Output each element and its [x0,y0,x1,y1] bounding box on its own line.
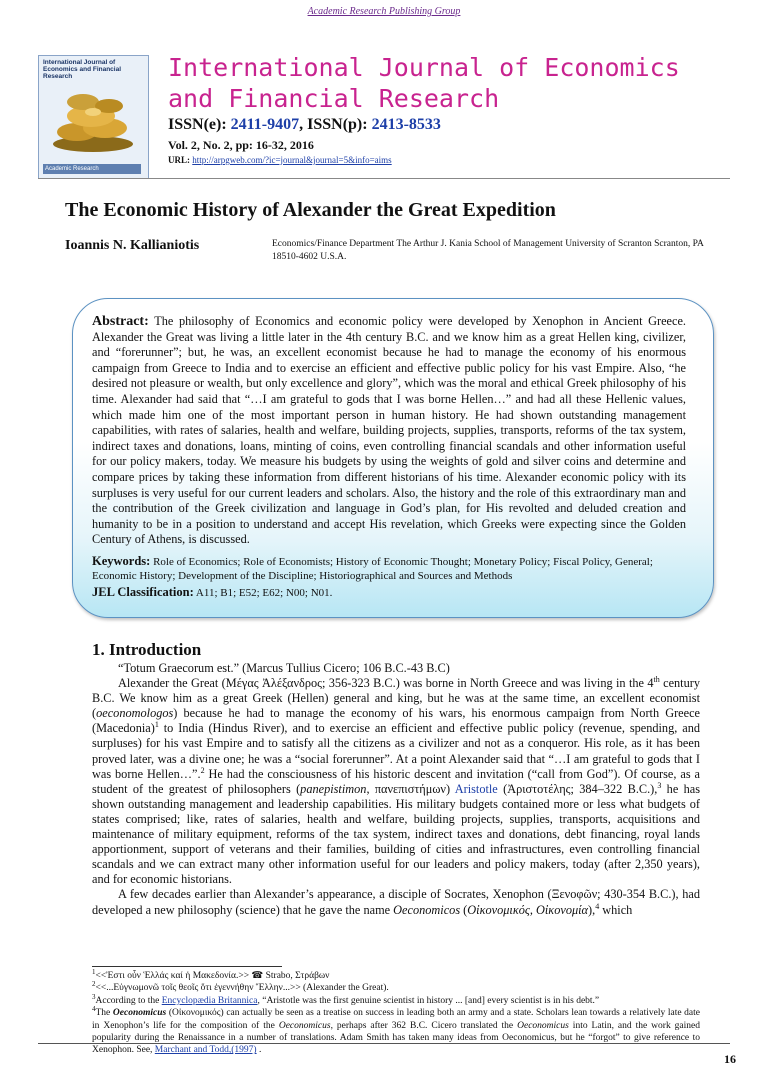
issn-p-value: 2413-8533 [371,116,441,133]
author-name: Ioannis N. Kallianiotis [65,238,200,253]
publisher-link[interactable]: Academic Research Publishing Group [307,6,461,17]
intro-paragraph-2: A few decades earlier than Alexander’s appearance, a disciple of Socrates, Xenophon (Ξενοφῶν; 430-354 B.C.), had developed a new philosophy (science) that he gave the name Oeconomicos (Οἰκονομικός, Οἰκονομία),$^4$ which [92,887,700,917]
abstract-label: Abstract: [92,314,149,329]
cover-title: International Journal of Economics and Financial Research [43,59,122,80]
footer-divider [38,1043,730,1044]
author-affiliation: Economics/Finance Department The Arthur J. Kania School of Management University of Scranton Scranton, PA 18510-4602 U.S.A. [272,239,704,262]
keywords [92,555,686,583]
footnote-divider [92,966,282,967]
journal-url-line [168,155,392,165]
footnote-1: $^1$<<Ἐστι οὖν Ἑλλάς καί ἡ Μακεδονία.>> ☎ Strabo, Στράβων [92,967,330,981]
abstract-body: The philosophy of Economics and economic policy were developed by Xenophon in Ancient Greece. Alexander the Great was living a little later in the 4th century B.C. and we know him as a great Hellen king, civilizer, and “forerunner”; but, he was, an excellent economist because he had to manage the economy of his enormous campaign from Greece to India and to exercise an efficient and effective public policy for his vast Empire. Also, “he desired not pleasure or wealth, but only excellence and glory”, which was the moral and ethical Greek philosophy of his time. Alexander had said that “…I am grateful to gods that I was borne Hellen…” and had all these Hellenic values, which made him one of the most important person in human history. He had shown outstanding management capabilities, with rates of salaries, health and welfare, building projects, supplies, transports, reforms of the tax system, indirect taxes and donations, loans, minting of coins, even controlling financial scandals and other information useful for our policy makers, today. We measure his budgets by using the weights of gold and silver coins and determine and compare prices by taking these information from different historians of his time. Alexander economic policy with its surpluses is very useful for our current leaders and scholars. Also, the history and the role of this extraordinary man and the contribution of the Greek civilization and language in God’s plan, for His revolted and deluded creation and humanity to be in a position to understand and accept His revelation, which Greeks were expecting since the Golden Century of Athens, is discussed. [92,314,686,547]
paper-title: The Economic History of Alexander the Great Expedition [65,199,556,221]
gold-coins-illustration [47,82,139,154]
keywords-list: Role of Economics; Role of Economists; History of Economic Thought; Monetary Policy; Fiscal Policy, General; Economic History; Development of the Discipline; Historiographical and Sources and Methods [92,556,653,582]
superscript-th: th [653,675,660,684]
marchant-todd-link[interactable]: Marchant and Todd,(1997) [154,1045,257,1056]
introduction-body [92,661,700,918]
cover-publisher-logo: Academic Research [43,164,141,174]
journal-cover-image [38,55,149,179]
issn-e-label: ISSN(e): [168,116,231,133]
keywords-label: Keywords: [92,554,151,568]
issn-e-value: 2411-9407 [230,116,300,133]
footnote-ref-1[interactable]: 1 [154,720,159,730]
volume-info: Vol. 2, No. 2, pp: 16-32, 2016 [168,138,314,152]
aristotle-link[interactable]: Aristotle [454,781,498,796]
jel-codes: A11; B1; E52; E62; N00; N01. [195,587,333,599]
britannica-link[interactable]: Encyclopædia Britannica [161,995,258,1006]
footnote-4: $^4$The Oeconomicus (Οἰκονομικός) can actually be seen as a treatise on success in leading both an army and a state. Scholars lean towards a relatively late date in Xenophon’s life for the composition of the Oeconomicus, perhaps after 362 B.C. Cicero translated the Oeconomicus into Latin, and the work gained popularity during the Renaissance in a number of translations. Adam Smith has taken many ideas from Oeconomicus, but he “forgot” to give reference to Xenophon. See, Marchant and Todd,(1997) . [92,1005,700,1056]
issn-p-label: , ISSN(p): [299,116,372,133]
intro-quote: “Totum Graecorum est.” (Marcus Tullius Cicero; 106 B.C.-43 B.C) [118,661,450,675]
abstract-text [92,314,686,548]
page-number: 16 [724,1052,736,1066]
footnote-ref-2[interactable]: 2 [200,765,205,775]
url-label: URL: [168,155,193,165]
header-divider [38,178,730,179]
journal-url-link[interactable]: http://arpgweb.com/?ic=journal&journal=5&info=aims [192,155,392,165]
footnote-ref-4[interactable]: 4 [595,901,600,911]
issn-line [168,116,441,134]
jel-label: JEL Classification: [92,585,194,599]
footnote-2: $^2$<<...Εὐγνωμονῶ τοῖς θεοῖς ὅτι ἐγεννήθην Ἕλλην...>> (Alexander the Great). [92,980,389,994]
intro-paragraph-1: Alexander the Great (Μέγας Ἀλέξανδρος; 356-323 B.C.) was borne in North Greece and was living in the 4th century B.C. We know him as a great Greek (Hellen) general and king, but he was at the same time, an excellent economist (oeconomologos) because he had to manage the economy of his wars, his enormous campaign from North Greece (Macedonia)$^1$ to India (Hindus River), and to exercise an efficient and effective public policy (revenue, spending, and surpluses) for his vast Empire and to satisfy all the citizens as a civilizer and not as a conqueror. His role, as it has been proved later, was a divine one; he was a “social forerunner”. At a point Alexander said that “…I am grateful to gods that I was borne Hellen…”.$^2$ He had the consciousness of his historic descent and invitation (“call from God”). Of course, as a student of the greatest of philosophers (panepistimon, πανεπιστήμων) Aristotle (Ἀριστοτέλης; 384–322 B.C.),$^3$ he has shown outstanding management and leadership capabilities. His military budgets contained more or less what budgets of states comprised; like, rates of salaries, health and welfare, building projects, supplies, transports, acquisitions and maintenance of military equipment, reforms of the tax system, indirect taxes and donations, debt financing, royal lands apportionment, support of veterans and their families, building of cities and infrastructures, even controlling financial scandals and we can extract many other information useful for our leaders and policy makers, today (after 2,350 years), and for economic historians. [92,675,700,887]
footnote-3: $^3$According to the Encyclopædia Britannica, “Aristotle was the first genuine scientist in history ... [and] every scientist is in his debt.” [92,992,600,1006]
journal-title: International Journal of Economics and Financial Research [168,53,680,113]
footnote-ref-3[interactable]: 3 [657,780,662,790]
jel-classification [92,585,332,600]
section-heading-introduction: 1. Introduction [92,640,202,659]
